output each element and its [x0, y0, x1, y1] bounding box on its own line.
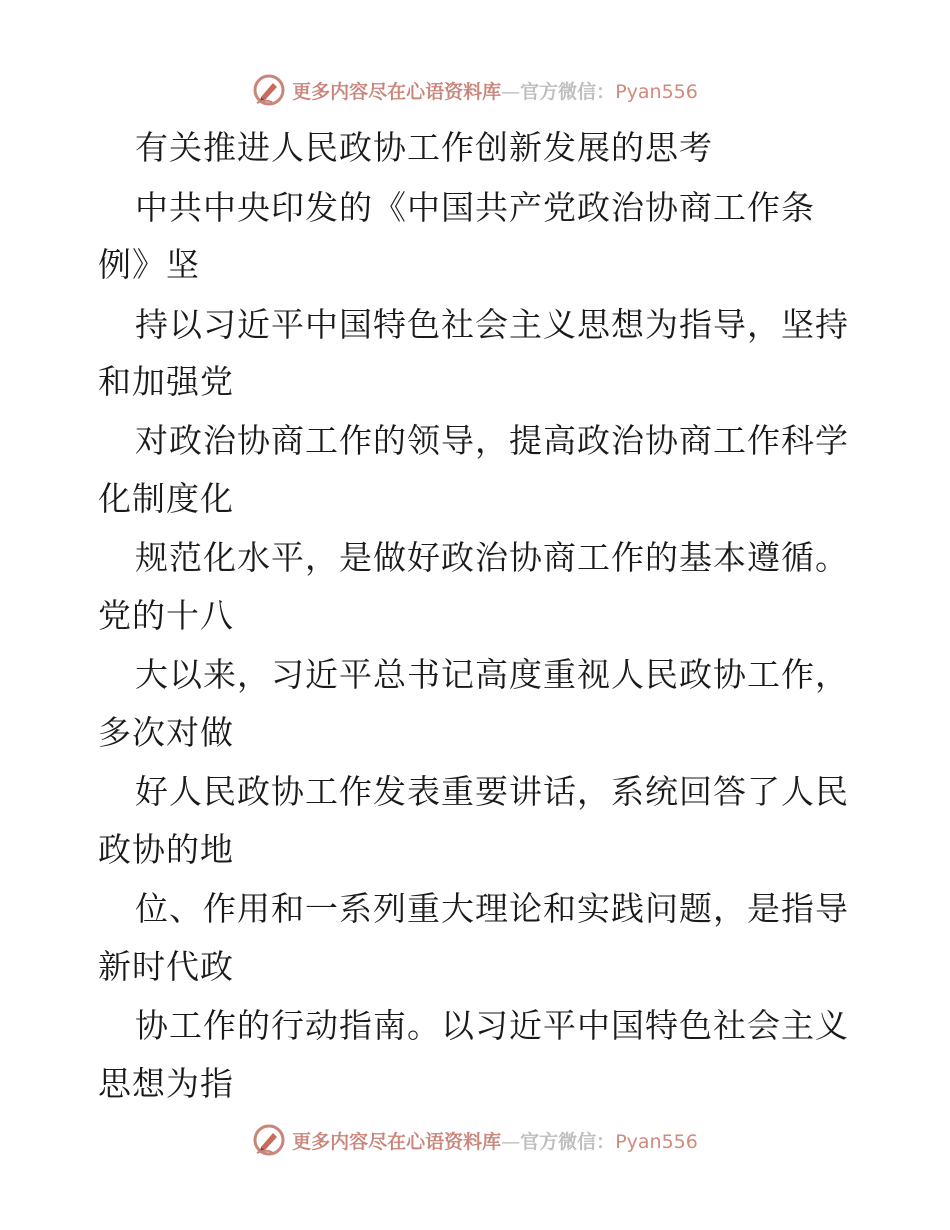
watermark-label: 官方微信：	[520, 80, 616, 103]
watermark-main: 更多内容尽在心语资料库	[292, 80, 502, 103]
paragraph-line: 协工作的行动指南。以习近平中国特色社会主义	[135, 1006, 849, 1045]
pen-logo-icon	[252, 73, 286, 107]
watermark-wechat-id: Pyan556	[615, 1130, 698, 1153]
watermark-text	[292, 77, 698, 104]
watermark-separator: —	[501, 1130, 521, 1153]
document-title: 有关推进人民政协工作创新发展的思考	[135, 128, 713, 167]
watermark-wechat-id: Pyan556	[615, 80, 698, 103]
paragraph-line: 位、作用和一系列重大理论和实践问题，是指导	[135, 889, 849, 928]
paragraph-line: 持以习近平中国特色社会主义思想为指导，坚持	[135, 305, 849, 344]
pen-logo-icon	[252, 1123, 286, 1157]
paragraph-line: 新时代政	[98, 947, 234, 986]
paragraph-line: 规范化水平，是做好政治协商工作的基本遵循。	[135, 538, 849, 577]
paragraph-line: 对政治协商工作的领导，提高政治协商工作科学	[135, 421, 849, 460]
paragraph-line: 政协的地	[98, 830, 234, 869]
watermark-label: 官方微信：	[520, 1130, 616, 1153]
header-watermark	[0, 70, 950, 110]
watermark-separator: —	[501, 80, 521, 103]
watermark-text	[292, 1127, 698, 1154]
paragraph-line: 党的十八	[98, 596, 234, 635]
footer-watermark	[0, 1120, 950, 1160]
paragraph-line: 好人民政协工作发表重要讲话，系统回答了人民	[135, 772, 849, 811]
watermark-main: 更多内容尽在心语资料库	[292, 1130, 502, 1153]
paragraph-line: 和加强党	[98, 362, 234, 401]
paragraph-line: 化制度化	[98, 479, 234, 518]
paragraph-line: 大以来，习近平总书记高度重视人民政协工作，	[135, 655, 849, 694]
paragraph-line: 中共中央印发的《中国共产党政治协商工作条	[135, 188, 815, 227]
paragraph-line: 思想为指	[98, 1064, 234, 1103]
paragraph-line: 多次对做	[98, 713, 234, 752]
paragraph-line: 例》坚	[98, 245, 200, 284]
